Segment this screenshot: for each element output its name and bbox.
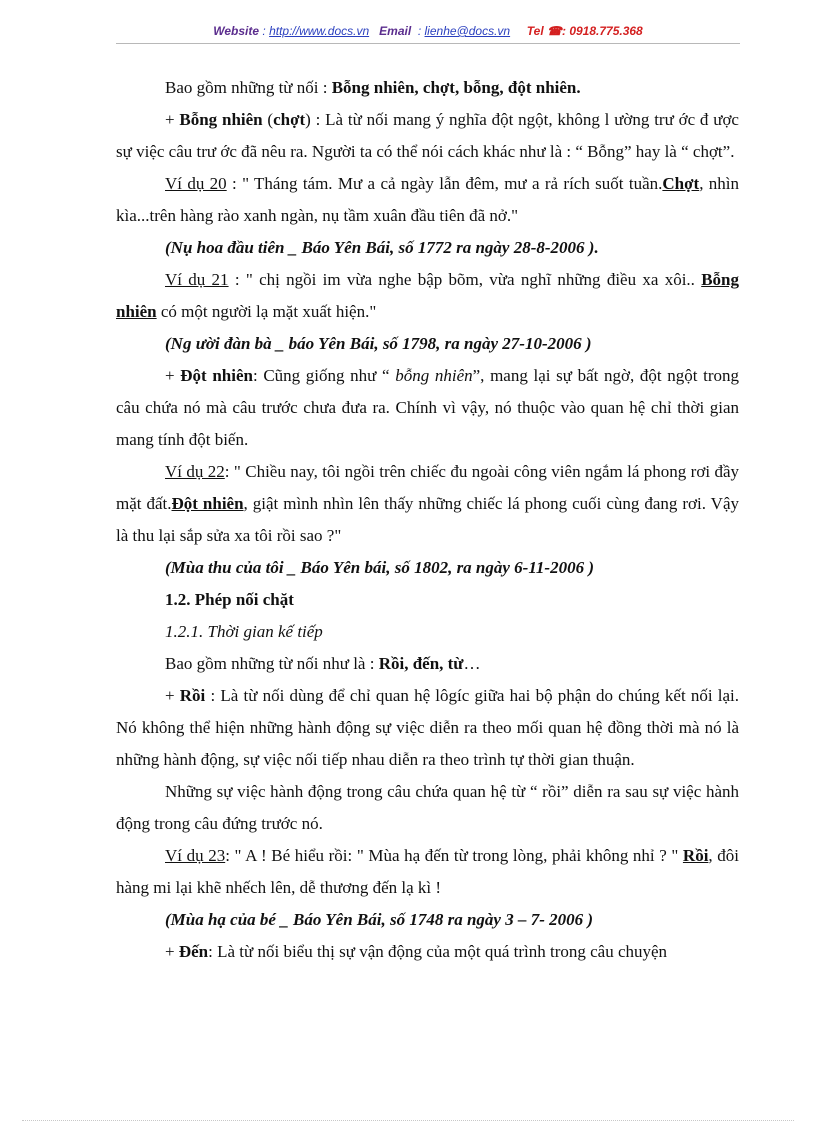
source-21: (Ng ười đàn bà _ báo Yên Bái, số 1798, ra ngày 27-10-2006 ) bbox=[165, 334, 592, 353]
source-20: (Nụ hoa đầu tiên _ Báo Yên Bái, số 1772 ra ngày 28-8-2006 ). bbox=[165, 238, 599, 257]
website-link[interactable]: http://www.docs.vn bbox=[269, 24, 370, 38]
paragraph-dot-nhien: + Đột nhiên: Cũng giống như “ bỗng nhiên”, mang lại sự bất ngờ, đột ngột trong câu chứa nó mà câu trước chưa đưa ra. Chính vì vậy, nó thuộc vào quan hệ chỉ thời gian mang tính đột biến. bbox=[116, 366, 739, 449]
heading-1-2: 1.2. Phép nối chặt bbox=[165, 590, 294, 609]
paragraph-intro-2: Bao gồm những từ nối như là : Rồi, đến, từ… bbox=[165, 654, 481, 673]
example-23: Ví dụ 23: " A ! Bé hiểu rồi: " Mùa hạ đến từ trong lòng, phải không nhỉ ? " Rồi, đôi hàng mi lại khẽ nhếch lên, dễ thương đến lạ kì ! bbox=[116, 846, 739, 897]
tel-value: 0918.775.368 bbox=[569, 24, 643, 38]
paragraph-roi-order: Những sự việc hành động trong câu chứa quan hệ từ “ rồi” diễn ra sau sự việc hành động trong câu đứng trước nó. bbox=[116, 782, 739, 833]
footer-divider bbox=[22, 1120, 794, 1121]
phone-icon: ☎ bbox=[547, 24, 562, 38]
source-23: (Mùa hạ của bé _ Báo Yên Bái, số 1748 ra ngày 3 – 7- 2006 ) bbox=[165, 910, 594, 929]
header-divider bbox=[116, 43, 740, 44]
paragraph-roi: + Rồi : Là từ nối dùng để chỉ quan hệ lôgíc giữa hai bộ phận do chúng kết nối lại. Nó không thể hiện những hành động sự việc diễn ra theo mối quan hệ đồng thời mà nó là những hành động, sự việc nối tiếp nhau diễn ra theo trình tự thời gian thuận. bbox=[116, 686, 739, 769]
source-22: (Mùa thu của tôi _ Báo Yên bái, số 1802, ra ngày 6-11-2006 ) bbox=[165, 558, 594, 577]
website-label: Website bbox=[213, 24, 260, 38]
document-body bbox=[116, 72, 739, 968]
paragraph-den: + Đến: Là từ nối biểu thị sự vận động của một quá trình trong câu chuyện bbox=[165, 942, 668, 961]
example-21: Ví dụ 21 : " chị ngồi im vừa nghe bập bõm, vừa nghĩ những điều xa xôi.. Bỗng nhiên có một người lạ mặt xuất hiện." bbox=[116, 270, 739, 321]
email-link[interactable]: lienhe@docs.vn bbox=[424, 24, 511, 38]
email-label: Email bbox=[379, 24, 412, 38]
paragraph-intro-1: Bao gồm những từ nối : Bỗng nhiên, chợt, bỗng, đột nhiên. bbox=[165, 78, 581, 97]
tel-label: Tel bbox=[526, 24, 544, 38]
heading-1-2-1: 1.2.1. Thời gian kế tiếp bbox=[165, 622, 323, 641]
example-20: Ví dụ 20 : " Tháng tám. Mư a cả ngày lẫn đêm, mư a rả rích suốt tuần.Chợt, nhìn kìa...trên hàng rào xanh ngàn, nụ tầm xuân đầu tiên đã nở." bbox=[116, 174, 739, 225]
example-22: Ví dụ 22: " Chiều nay, tôi ngồi trên chiếc đu ngoài công viên ngắm lá phong rơi đầy mặt đất.Đột nhiên, giật mình nhìn lên thấy những chiếc lá phong cuối cùng đang rơi. Vậy là thu lại sắp sửa xa tôi rồi sao ?" bbox=[116, 462, 739, 545]
paragraph-bong-nhien: + Bỗng nhiên (chợt) : Là từ nối mang ý nghĩa đột ngột, không l ường trư ớc đ ược sự việc câu trư ớc đã nêu ra. Người ta có thể nói cách khác như là : “ Bỗng” hay là “ chợt”. bbox=[116, 110, 739, 161]
page-header: Website : http://www.docs.vn Email : lienhe@docs.vn Tel ☎: 0918.775.368 bbox=[213, 24, 643, 38]
